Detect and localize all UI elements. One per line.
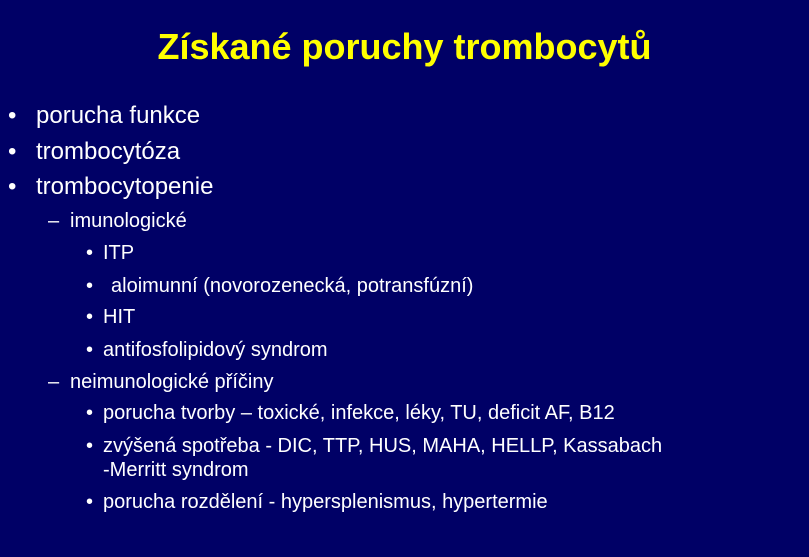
list-item-text: -Merritt syndrom [103,459,249,481]
list-item-text: HIT [103,306,136,328]
list-item-text: ITP [103,242,135,264]
list-item-text: porucha tvorby – toxické, infekce, léky, TU, deficit AF, B12 [103,402,615,424]
list-item-text: trombocytopenie [36,173,214,200]
dash-icon: – [48,210,60,232]
list-item-text: aloimunní (novorozenecká, potransfúzní) [111,275,474,297]
list-item-text: imunologické [70,210,187,232]
bullet-icon: • [86,306,94,328]
list-item-text: zvýšená spotřeba - DIC, TTP, HUS, MAHA, HELLP, Kassabach [103,435,663,457]
list-item-text: trombocytóza [36,138,181,165]
dash-icon: – [48,371,60,393]
bullet-icon: • [86,491,94,513]
bullet-icon: • [8,102,17,129]
bullet-icon: • [86,339,94,361]
bullet-icon: • [8,138,17,165]
list-item-text: porucha funkce [36,102,201,129]
bullet-icon: • [86,402,94,424]
list-item-text: porucha rozdělení - hypersplenismus, hypertermie [103,491,548,513]
list-item-text: antifosfolipidový syndrom [103,339,328,361]
bullet-icon: • [8,173,17,200]
bullet-icon: • [86,242,94,264]
slide-title: Získané poruchy trombocytů [157,26,652,67]
bullet-icon: • [86,435,94,457]
bullet-icon: • [86,275,94,297]
list-item-text: neimunologické příčiny [70,371,274,393]
